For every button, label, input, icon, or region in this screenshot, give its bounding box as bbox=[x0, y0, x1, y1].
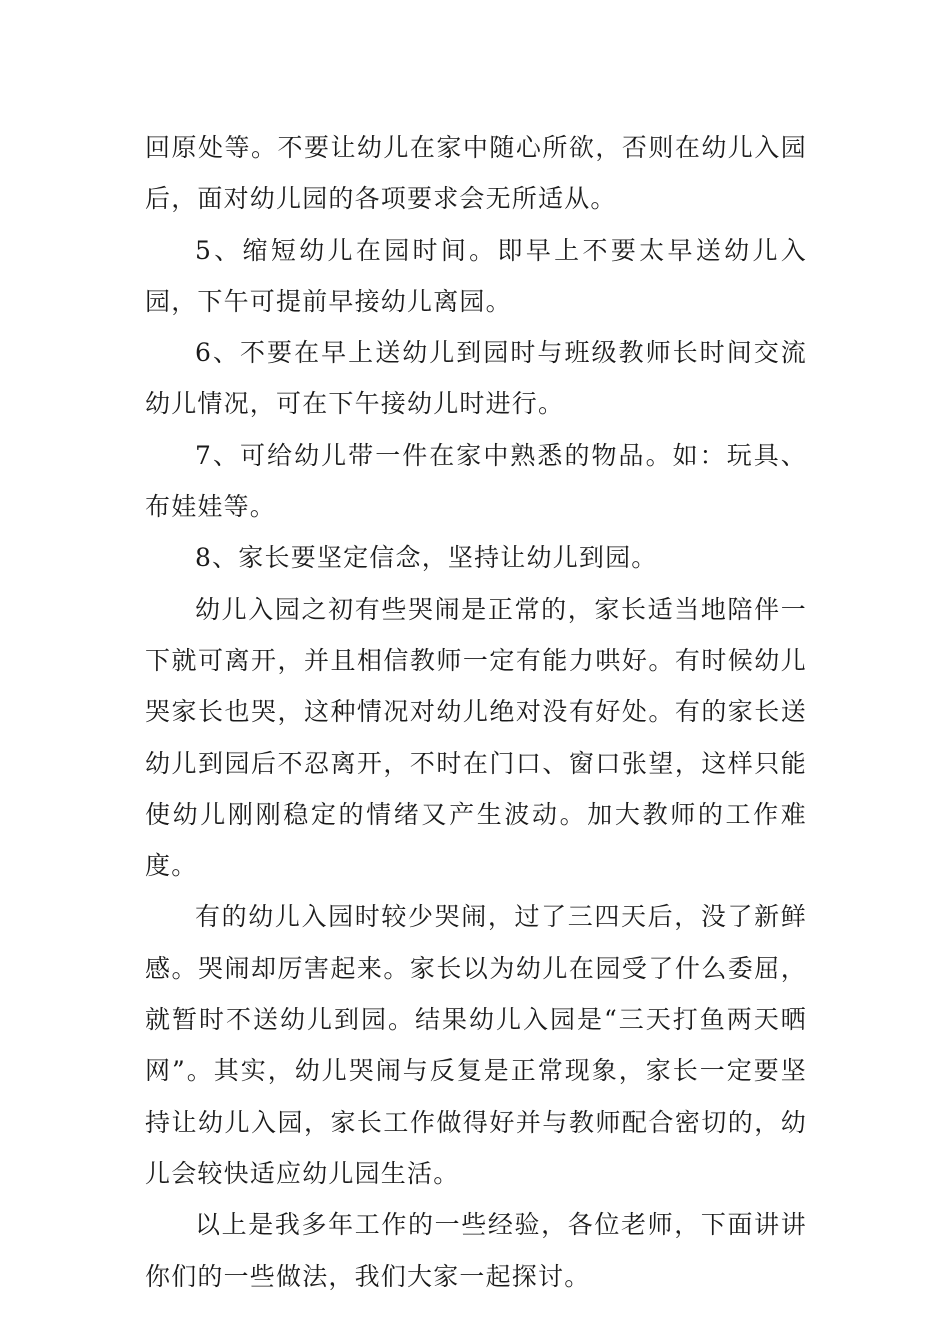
paragraph-item-6: 6、不要在早上送幼儿到园时与班级教师长时间交流幼儿情况，可在下午接幼儿时进行。 bbox=[145, 338, 807, 419]
body-text bbox=[145, 122, 807, 1302]
paragraph-delayed-crying: 有的幼儿入园时较少哭闹，过了三四天后，没了新鲜感。哭闹却厉害起来。家长以为幼儿在园受了什么委屈，就暂时不送幼儿到园。结果幼儿入园是“三天打鱼两天晒网”。其实，幼儿哭闹与反复是正常现象，家长一定要坚持让幼儿入园，家长工作做得好并与教师配合密切的，幼儿会较快适应幼儿园生活。 bbox=[145, 902, 807, 1188]
paragraph-continuation: 回原处等。不要让幼儿在家中随心所欲，否则在幼儿入园后，面对幼儿园的各项要求会无所适从。 bbox=[145, 133, 807, 214]
paragraph-closing: 以上是我多年工作的一些经验，各位老师，下面讲讲你们的一些做法，我们大家一起探讨。 bbox=[145, 1210, 807, 1291]
paragraph-item-5: 5、缩短幼儿在园时间。即早上不要太早送幼儿入园，下午可提前早接幼儿离园。 bbox=[145, 235, 807, 316]
paragraph-item-8: 8、家长要坚定信念，坚持让幼儿到园。 bbox=[195, 543, 658, 573]
paragraph-item-7: 7、可给幼儿带一件在家中熟悉的物品。如：玩具、布娃娃等。 bbox=[145, 440, 807, 522]
paragraph-crying-at-start: 幼儿入园之初有些哭闹是正常的，家长适当地陪伴一下就可离开，并且相信教师一定有能力哄好。有时候幼儿哭家长也哭，这种情况对幼儿绝对没有好处。有的家长送幼儿到园后不忍离开，不时在门口、窗口张望，这样只能使幼儿刚刚稳定的情绪又产生波动。加大教师的工作难度。 bbox=[145, 594, 807, 881]
